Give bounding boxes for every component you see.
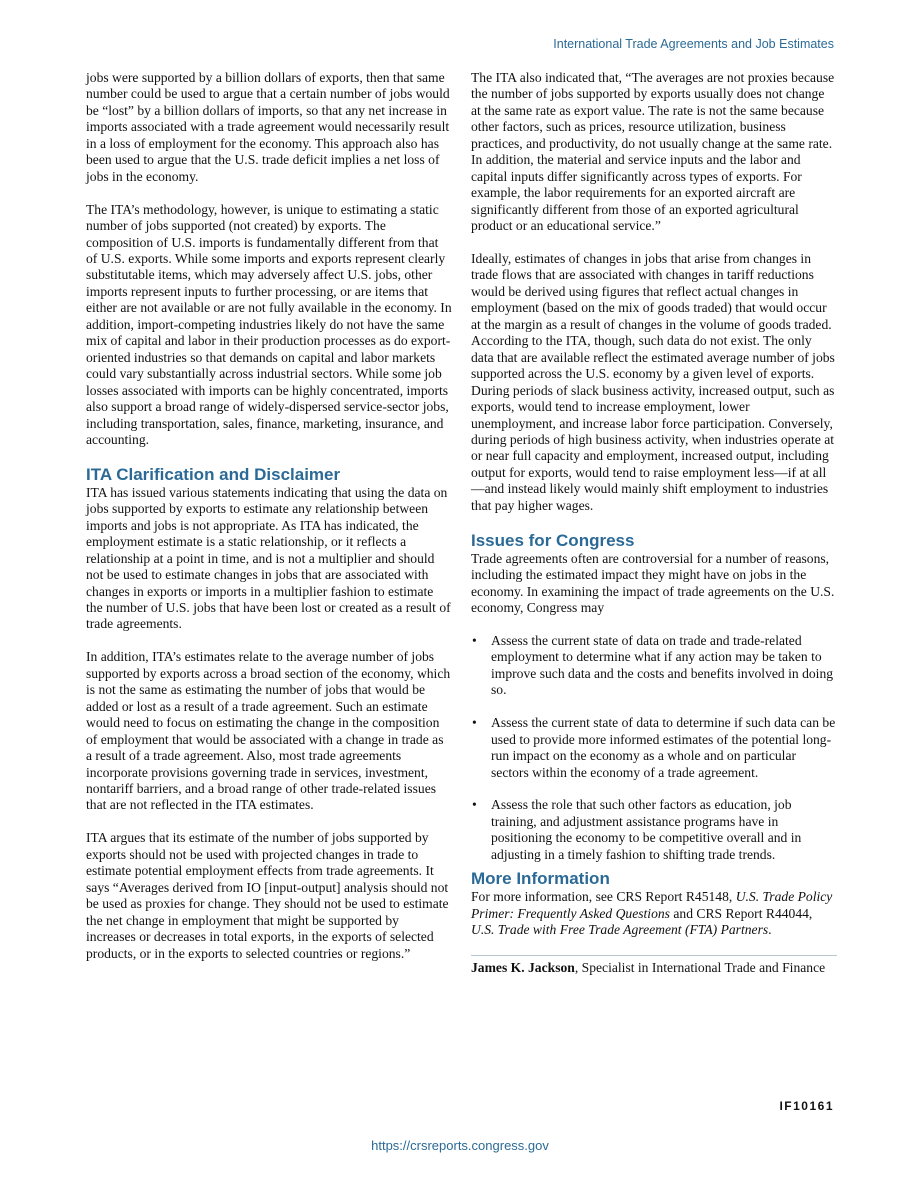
list-item [471,715,837,781]
paragraph: Ideally, estimates of changes in jobs that arise from changes in trade flows that are associated with changes in tariff reductions would be derived using figures that reflect actual changes in employment (based on the mix of goods traded) that would occur at the margin as a result of changes in the volume of goods traded. According to the ITA, though, such data do not exist. The only data that are available reflect the estimated average number of jobs supported across the U.S. economy by a given level of exports. During periods of slack business activity, increased output, such as exports, would tend to increase employment, lower unemployment, and increase labor force participation. Conversely, during periods of high business activity, when industries operate at or near full capacity and employment, increased output, including output for exports, would tend to raise employment less—if at all—and instead likely would mainly shift employment to industries that pay higher wages. [471,250,835,513]
report-title-link[interactable]: U.S. Trade Policy Primer: Frequently Asked Questions [471,889,833,921]
left-column [86,70,452,978]
bullet-list [471,633,837,863]
paragraph: Trade agreements often are controversial for a number of reasons, including the estimated impact they might have on jobs in the economy. In examining the impact of trade agreements on the U.S. economy, Congress may [471,550,835,616]
divider [471,955,837,956]
author-line [471,960,837,976]
paragraph: ITA has issued various statements indicating that using the data on jobs supported by exports to estimate any relationship between imports and jobs is not appropriate. As ITA has indicated, the employment estimate is a static relationship, or it reflects a relationship at a point in time, and is not a multiplier and should not be used to estimate changes in jobs that are associated with changes in exports or imports in a multiplier fashion to estimate the number of U.S. jobs that have been lost or created as a result of trade agreements. [86,484,451,632]
author-title: , Specialist in International Trade and Finance [574,959,826,975]
bullet-icon: • [472,632,477,648]
section-heading-clarification: ITA Clarification and Disclaimer [86,464,341,484]
running-header: International Trade Agreements and Job Estimates [553,37,834,51]
right-column [471,70,837,992]
list-item [471,797,837,863]
more-information-text [471,889,837,938]
more-text-3: . [768,922,772,938]
author-name: James K. Jackson [471,959,575,975]
more-text-2: and CRS Report R44044, [669,905,813,921]
list-item-text: Assess the role that such other factors as education, job training, and adjustment assistance programs have in positioning the economy to be competitive overall and in adjusting in a timely fashion to shifting trade trends. [491,797,802,862]
paragraph: jobs were supported by a billion dollars of exports, then that same number could be used to argue that a certain number of jobs would be “lost” by a billion dollars of imports, so that any net increase in imports associated with a trade agreement would necessarily result in a loss of employment for the economy. This approach also has been used to argue that the U.S. trade deficit implies a net loss of jobs in the economy. [86,70,450,184]
paragraph: In addition, ITA’s estimates relate to the average number of jobs supported by exports across a broad section of the economy, which is not the same as estimating the number of jobs that would be added or lost as a result of a trade agreement. Such an estimate would need to focus on estimating the change in the composition of employment that would be associated with a change in trade as a result of a trade agreement. Also, most trade agreements incorporate provisions governing trade in services, investment, nontariff barriers, and a broad range of other trade-related issues that are not reflected in the ITA estimates. [86,649,451,813]
section-heading-more-information: More Information [471,869,610,889]
list-item-text: Assess the current state of data to determine if such data can be used to provide more informed estimates of the potential long-run impact on the economy as a whole and on particular sectors within the economy of a trade agreement. [491,715,836,780]
more-text-1: For more information, see CRS Report R45148, [471,889,736,905]
section-heading-issues: Issues for Congress [471,530,635,550]
footer-url-link[interactable]: https://crsreports.congress.gov [371,1138,549,1153]
paragraph: The ITA’s methodology, however, is unique to estimating a static number of jobs supported (not created) by exports. The composition of U.S. imports is fundamentally different from that of U.S. exports. While some imports and exports represent clearly substitutable items, which may adversely affect U.S. jobs, other imports represent inputs to further processing, or are items that either are not available or are not fully available in the economy. In addition, import-competing industries likely do not have the same mix of capital and labor in their production processes as do export-oriented industries so that demands on capital and labor markets could vary substantially across industrial sectors. While some job losses associated with imports can be highly concentrated, imports also support a broad range of widely-dispersed service-sector jobs, including transportation, sales, finance, marketing, insurance, and accounting. [86,201,452,447]
report-title-link[interactable]: U.S. Trade with Free Trade Agreement (FTA) Partners [471,922,769,938]
report-id: IF10161 [779,1099,834,1113]
bullet-icon: • [472,797,477,813]
list-item-text: Assess the current state of data on trade and trade-related employment to determine what if any action may be taken to improve such data and the costs and benefits involved in doing so. [491,632,834,698]
paragraph: ITA argues that its estimate of the number of jobs supported by exports should not be used with projected changes in trade to estimate potential employment effects from trade agreements. It says “Averages derived from IO [input-output] analysis should not be used as proxies for change. They should not be used to estimate the net change in employment that might be supported by increases or decreases in total exports, in the exports of selected products, or in the exports to selected countries or regions.” [86,830,449,961]
list-item [471,633,837,699]
bullet-icon: • [472,715,477,731]
paragraph: The ITA also indicated that, “The averages are not proxies because the number of jobs supported by exports usually does not change at the same rate as export value. The rate is not the same because other factors, such as prices, resource utilization, business practices, and productivity, do not usually change at the same rate. In addition, the material and service inputs and the labor and capital inputs differ significantly across types of exports. For example, the labor requirements for an exported aircraft are significantly different from those of an exported agricultural product or an educational service.” [471,70,835,234]
